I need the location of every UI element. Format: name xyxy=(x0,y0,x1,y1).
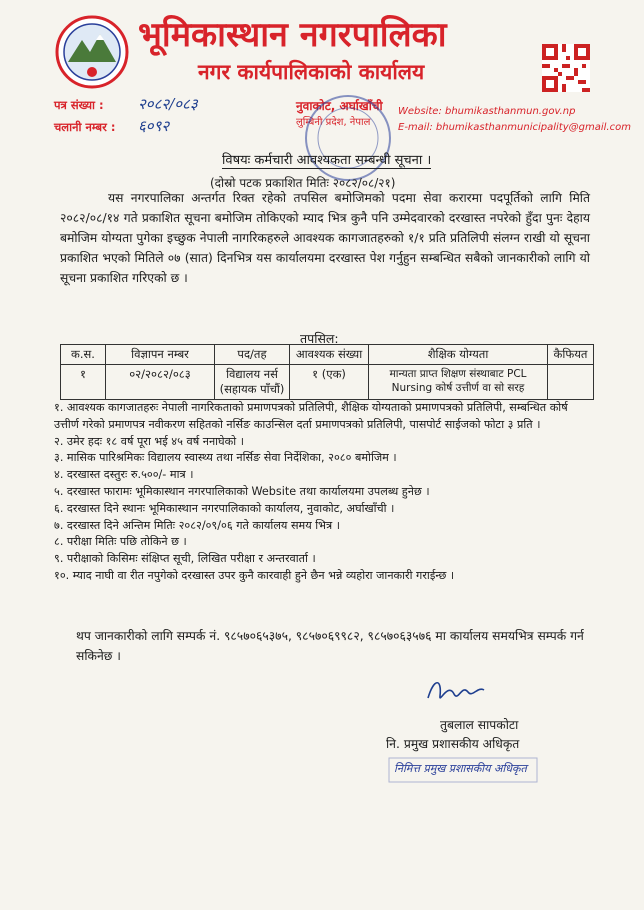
conditions-list xyxy=(54,400,594,585)
cell-required-count: १ (एक) xyxy=(290,365,369,400)
col-remarks: कैफियत xyxy=(548,345,594,365)
vacancy-table xyxy=(60,344,594,400)
list-item: ६. दरखास्त दिने स्थानः भूमिकास्थान नगरपालिकाको कार्यालय, नुवाकोट, अर्घाखाँची । xyxy=(54,501,395,515)
tapsil-heading: तपसिल: xyxy=(300,331,339,346)
table-header-row xyxy=(61,345,594,365)
signature-icon xyxy=(424,672,488,708)
contact-info: थप जानकारीको लागि सम्पर्क नं. ९८५७०६५३७५, ९८५७०६९९८२, ९८५७०६३५७६ मा कार्यालय समयभित्र सम्पर्क गर्न सकिनेछ । xyxy=(76,629,584,663)
email-text: E-mail: bhumikasthanmunicipality@gmail.com xyxy=(398,122,631,133)
office-subtitle: नगर कार्यपालिकाको कार्यालय xyxy=(198,60,425,84)
cell-ad-number: ०२/२०८२/०८३ xyxy=(106,365,215,400)
office-address: नुवाकोट, अर्घाखाँची xyxy=(296,99,383,113)
republish-date: (दोस्रो पटक प्रकाशित मितिः २०८२/०८/२१) xyxy=(210,176,396,190)
col-serial: क.स. xyxy=(61,345,106,365)
cell-post: विद्यालय नर्स (सहायक पाँचौं) xyxy=(215,365,290,400)
list-item: ३. मासिक पारिश्रमिकः विद्यालय स्वास्थ्य तथा नर्सिङ सेवा निर्देशिका, २०८० बमोजिम । xyxy=(54,451,397,465)
list-item: ८. परीक्षा मितिः पछि तोकिने छ । xyxy=(54,535,187,549)
list-item: २. उमेर हदः १८ वर्ष पूरा भई ४५ वर्ष ननाघेको । xyxy=(54,434,244,448)
notice-subject: विषयः कर्मचारी आवश्यकता सम्बन्धी सूचना । xyxy=(222,153,432,168)
signatory-title: नि. प्रमुख प्रशासकीय अधिकृत xyxy=(386,737,520,751)
cell-serial: १ xyxy=(61,365,106,400)
cell-qualification: मान्यता प्राप्त शिक्षण संस्थाबाट PCL Nursing कोर्ष उत्तीर्ण वा सो सरह xyxy=(369,365,548,400)
patra-sankhya-label: पत्र संख्या : xyxy=(54,98,104,112)
designation-stamp-text: निमित्त प्रमुख प्रशासकीय अधिकृत xyxy=(394,762,527,775)
col-required-count: आवश्यक संख्या xyxy=(290,345,369,365)
list-item: १०. म्याद नाघी वा रीत नपुगेको दरखास्त उपर कुनै कारवाही हुने छैन भन्ने व्यहोरा जानकारी गराईन्छ । xyxy=(54,568,455,582)
qr-code-icon xyxy=(542,44,590,92)
patra-sankhya-value: २०८२/०८३ xyxy=(138,95,198,113)
municipality-logo-icon xyxy=(54,14,130,90)
office-round-stamp-icon xyxy=(300,90,396,186)
list-item: ९. परीक्षाको किसिमः संक्षिप्त सूची, लिखित परीक्षा र अन्तरवार्ता । xyxy=(54,552,316,566)
signatory-name: तुबलाल सापकोटा xyxy=(440,718,519,732)
list-item: ७. दरखास्त दिने अन्तिम मितिः २०८२/०९/०६ गते कार्यालय समय भित्र । xyxy=(54,518,340,532)
notice-body: यस नगरपालिका अन्तर्गत रिक्त रहेको तपसिल बमोजिमको पदमा सेवा करारमा पदपूर्तिको लागि मिति २०८२/०८/१४ गते प्रकाशित सूचना बमोजिम तोकिएको म्याद भित्र कुनै पनि उम्मेदवारको दरखास्त नपरेको हुँदा पुनः देहाय बमोजिम योग्यता पुगेका इच्छुक नेपाली नागरिकहरुले आवश्यक कागजातहरुको १/१ प्रति प्रतिलिपी संलग्न राखी यो सूचना प्रकाशित भएको मितिले ०७ (सात) दिनभित्र यस कार्यालयमा दरखास्त पेश गर्नुहुन सम्बन्धित सबैको जानकारीको लागि यो सूचना प्रकाशित गरिएको छ । xyxy=(60,191,590,285)
list-item: ४. दरखास्त दस्तुरः रु.५००/- मात्र । xyxy=(54,468,194,482)
cell-remarks xyxy=(548,365,594,400)
chalani-label: चलानी नम्बर : xyxy=(54,120,116,134)
office-province: लुम्बिनी प्रदेश, नेपाल xyxy=(296,117,371,128)
table-row xyxy=(61,365,594,400)
list-item: ५. दरखास्त फारामः भूमिकास्थान नगरपालिकाको Website तथा कार्यालयमा उपलब्ध हुनेछ । xyxy=(54,484,430,498)
page-title: भूमिकास्थान नगरपालिका xyxy=(138,15,447,55)
website-text: Website: bhumikasthanmun.gov.np xyxy=(398,106,576,117)
col-post: पद/तह xyxy=(215,345,290,365)
chalani-value: ६०९२ xyxy=(138,117,170,135)
col-qualification: शैक्षिक योग्यता xyxy=(369,345,548,365)
col-ad-number: विज्ञापन नम्बर xyxy=(106,345,215,365)
list-item: १. आवश्यक कागजातहरुः नेपाली नागरिकताको प्रमाणपत्रको प्रतिलिपी, शैक्षिक योग्यताको प्रमाणपत्रको प्रतिलिपी, सम्बन्धित कोर्ष उत्तीर्ण गरेको प्रमाणपत्र नवीकरण सहितको नर्सिङ काउन्सिल दर्ता प्रमाणपत्रको प्रतिलिपी, पासपोर्ट साईजको फोटा ३ प्रति । xyxy=(54,401,568,431)
